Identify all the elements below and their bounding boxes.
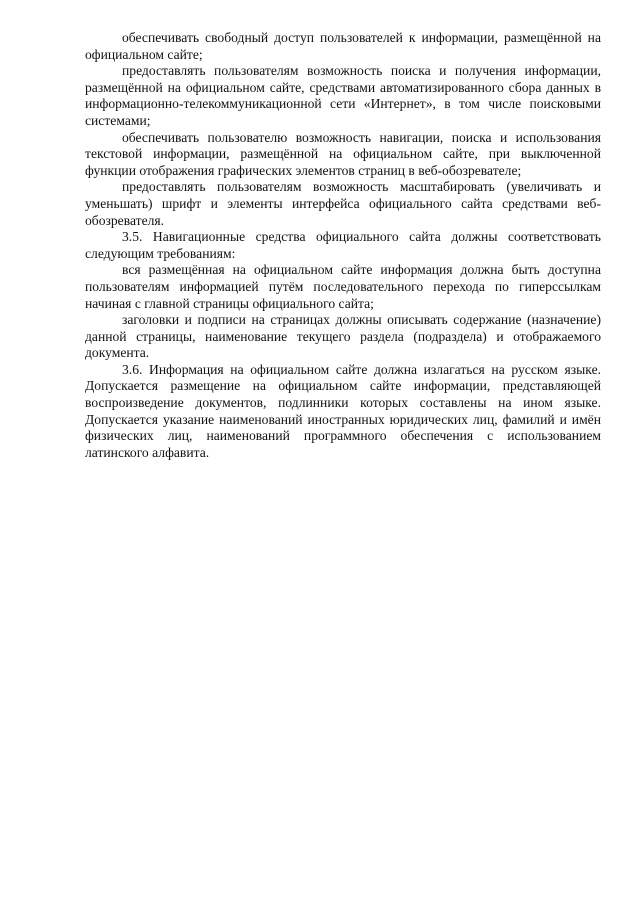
paragraph-section-3-6: 3.6. Информация на официальном сайте должна излагаться на русском языке. Допускается размещение на официальном сайте информации, представляющей воспроизведение документов, подлинники которых составлены на ином языке. Допускается указание наименований иностранных юридических лиц, фамилий и имён физических лиц, наименований программного обеспечения с использованием латинского алфавита. xyxy=(85,361,601,460)
paragraph-free-access: обеспечивать свободный доступ пользователей к информации, размещённой на официальном сайте; xyxy=(85,30,601,62)
paragraph-scaling: предоставлять пользователям возможность масштабировать (увеличивать и уменьшать) шрифт и элементы интерфейса официального сайта средствами веб-обозревателя. xyxy=(85,179,601,228)
document-page xyxy=(85,30,601,461)
paragraph-text-navigation: обеспечивать пользователю возможность навигации, поиска и использования текстовой информации, размещённой на официальном сайте, при выключенной функции отображения графических элементов страниц в веб-обозревателе; xyxy=(85,129,601,178)
paragraph-search-access: предоставлять пользователям возможность поиска и получения информации, размещённой на официальном сайте, средствами автоматизированного сбора данных в информационно-телекоммуникационной сети «Интернет», в том числе поисковыми системами; xyxy=(85,63,601,128)
paragraph-headings: заголовки и подписи на страницах должны описывать содержание (назначение) данной страницы, наименование текущего раздела (подраздела) и отображаемого документа. xyxy=(85,312,601,361)
paragraph-hyperlink-access: вся размещённая на официальном сайте информация должна быть доступна пользователям информацией путём последовательного перехода по гиперссылкам начиная с главной страницы официального сайта; xyxy=(85,262,601,311)
paragraph-section-3-5: 3.5. Навигационные средства официального сайта должны соответствовать следующим требованиям: xyxy=(85,229,601,261)
